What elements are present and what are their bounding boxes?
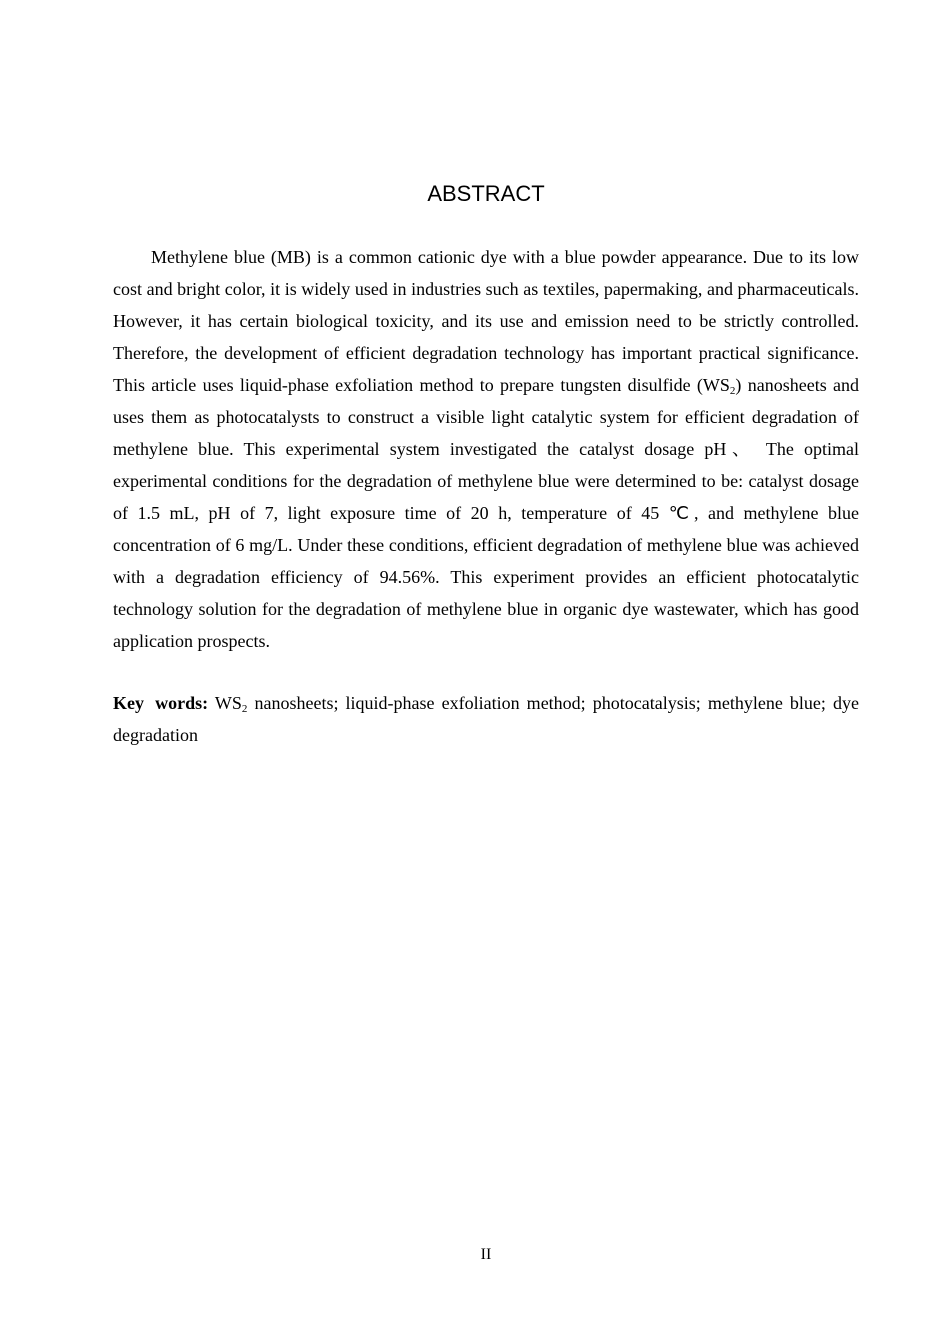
keywords-subscript-2: 2 [241,703,248,715]
subscript-2: 2 [729,385,736,397]
keywords-label: Key words: [113,693,209,713]
abstract-text-part1: Methylene blue (MB) is a common cationic dye with a blue powder appearance. Due to its low cost and bright color, it is widely used in industries such as textiles, papermaking, and pharmaceuticals. However, it has certain biological toxicity, and its use and emission need to be strictly controlled. Therefore, the development of efficient degradation technology has important practical significance. This article uses liquid-phase exfoliation method to prepare tungsten disulfide (WS [113,247,859,395]
abstract-text-part2: ) nanosheets and uses them as photocatalysts to construct a visible light catalytic system for efficient degradation of methylene blue. This experimental system investigated the catalyst dosage pH、 The optimal experimental conditions for the degradation of methylene blue were determined to be: catalyst dosage of 1.5 mL, pH of 7, light exposure time of 20 h, temperature of 45 ℃, and methylene blue concentration of 6 mg/L. Under these conditions, efficient degradation of methylene blue was achieved with a degradation efficiency of 94.56%. This experiment provides an efficient photocatalytic technology solution for the degradation of methylene blue in organic dye wastewater, which has good application prospects. [113,375,859,651]
keywords-list: nanosheets; liquid-phase exfoliation method; photocatalysis; methylene blue; dye degradation [113,693,859,745]
keywords-ws: WS [214,693,242,713]
keywords-section [113,687,859,751]
abstract-title: ABSTRACT [427,181,545,206]
abstract-body [113,241,859,657]
abstract-paragraph [113,241,859,657]
page-number: II [480,1246,492,1263]
